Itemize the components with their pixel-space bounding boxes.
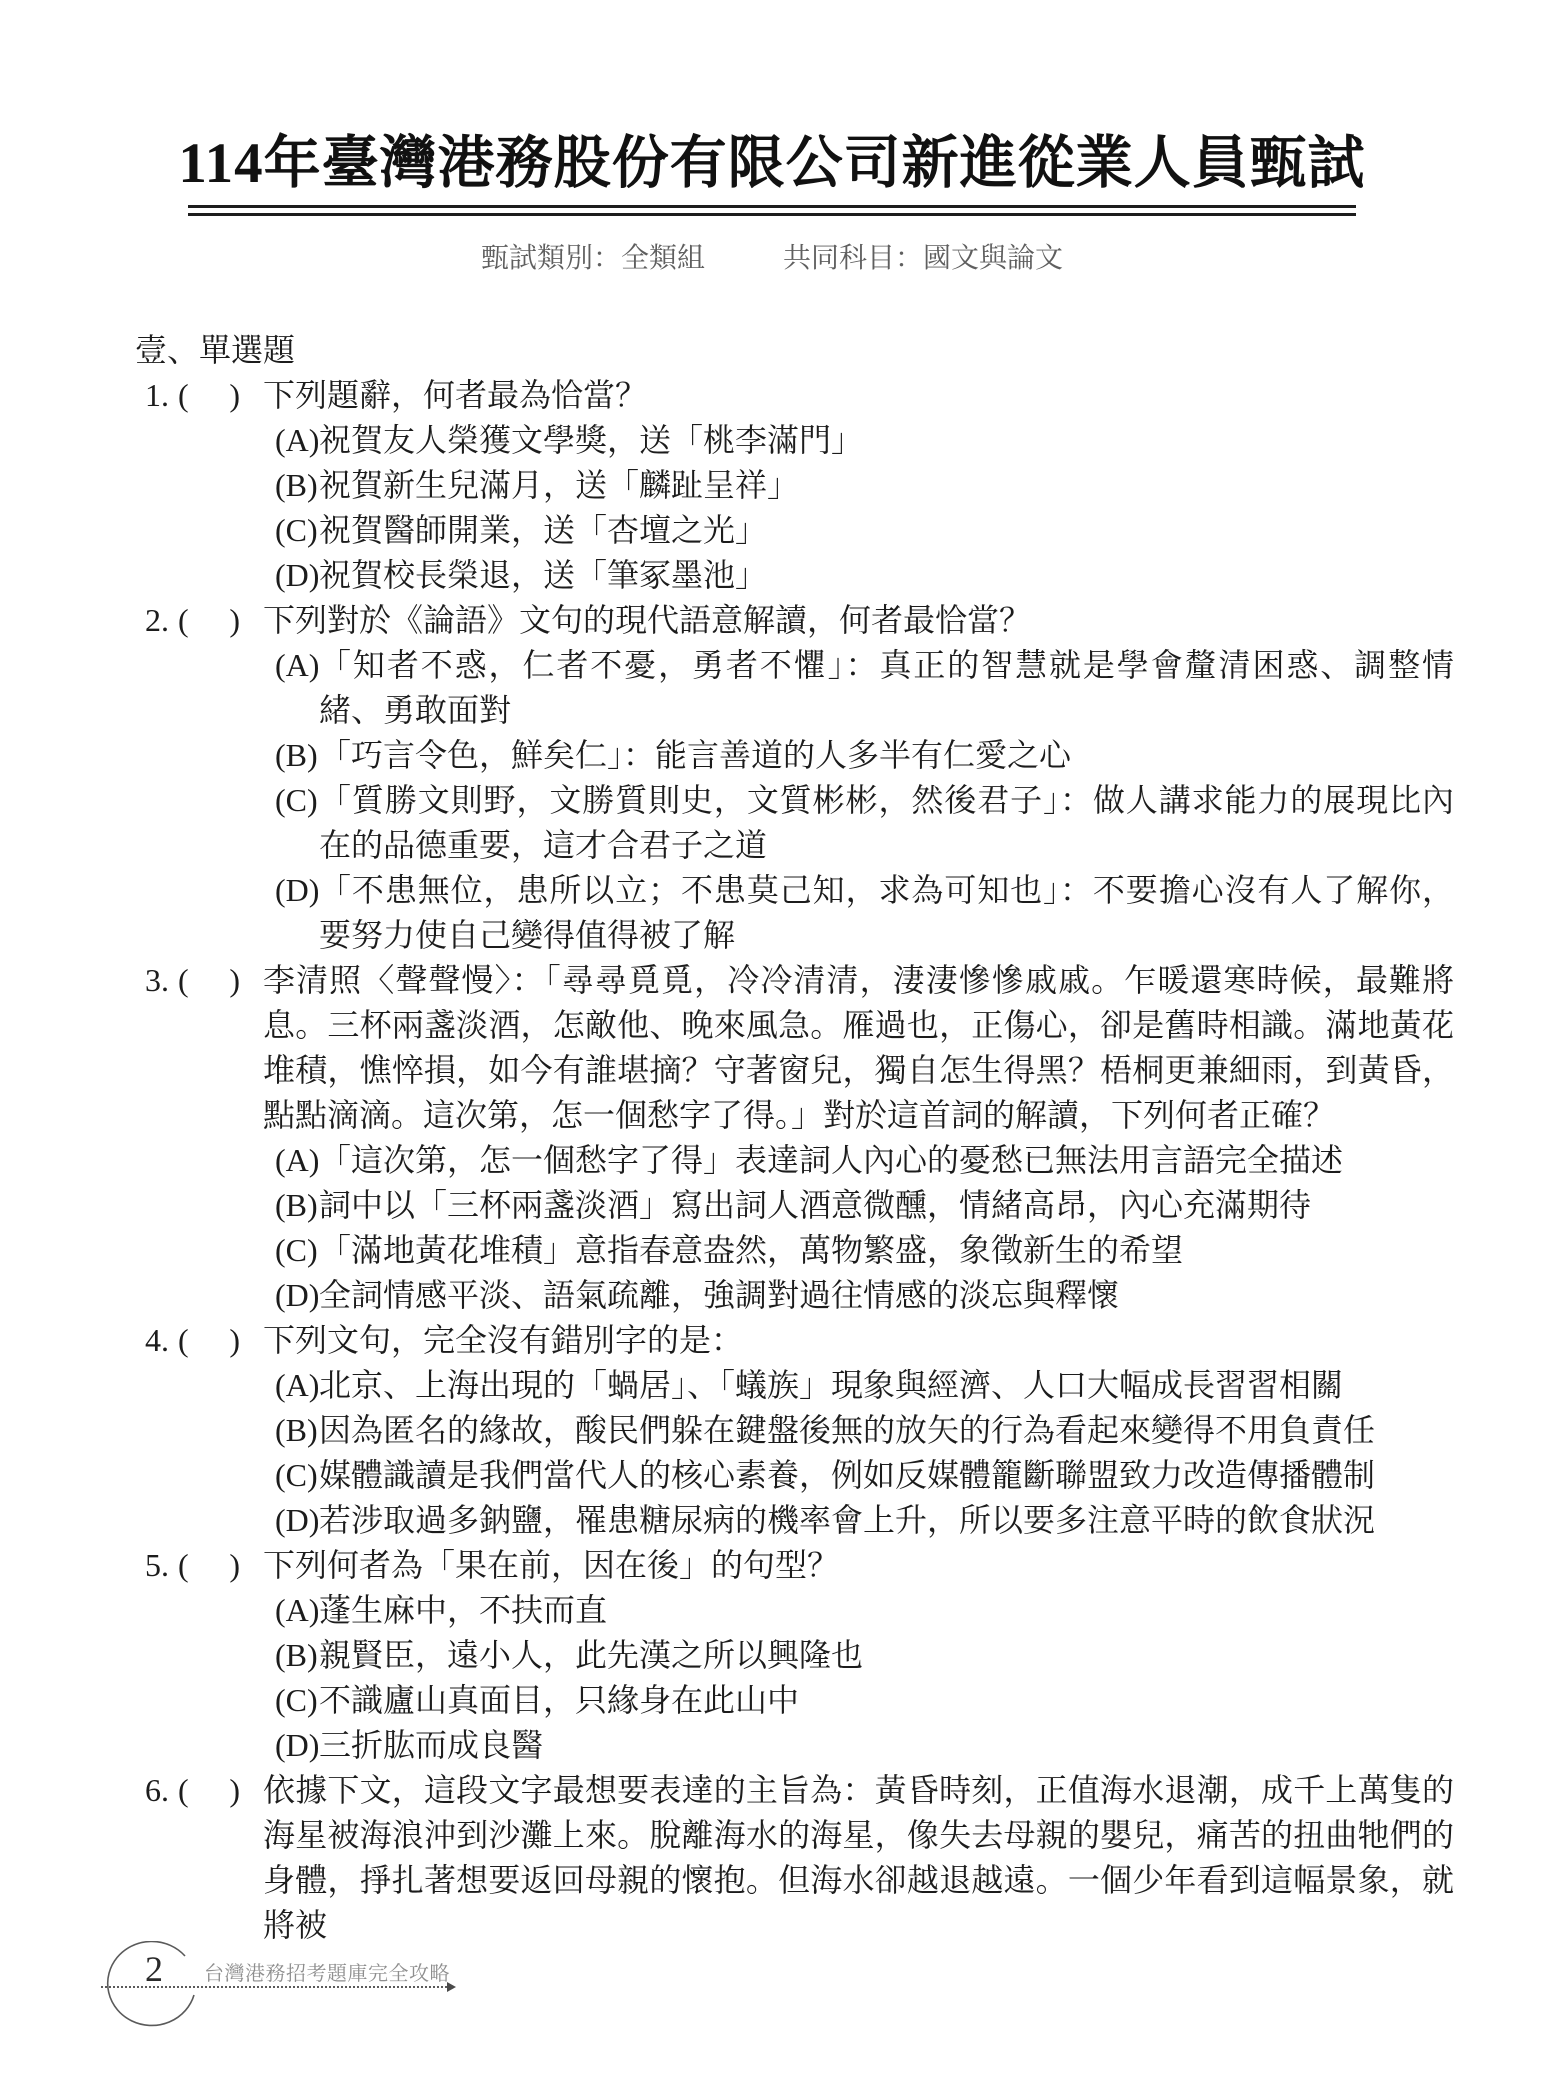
option-label: (D) (275, 556, 320, 593)
option-row (275, 553, 1454, 598)
answer-blank (178, 1543, 240, 1768)
question-number: 2. (145, 601, 169, 638)
question-stem: 下列何者為「果在前，因在後」的句型？ (263, 1546, 840, 1583)
option-label: (A) (275, 421, 320, 458)
answer-paren-open-icon: ( (178, 1546, 189, 1583)
question-item-6 (145, 1768, 1454, 1948)
option-row (275, 1633, 1454, 1678)
page-number: 2 (145, 1949, 163, 1989)
option-row (275, 1363, 1454, 1408)
question-stem: 下列文句，完全沒有錯別字的是： (263, 1321, 744, 1358)
question-item-3 (145, 958, 1454, 1318)
option-label: (C) (275, 781, 318, 818)
option-label: (D) (275, 871, 320, 908)
exam-subject-label: 共同科目：國文與論文 (783, 241, 1064, 273)
option-label: (D) (275, 1501, 320, 1538)
option-row (275, 868, 1454, 958)
option-row (275, 508, 1454, 553)
option-row (275, 643, 1454, 733)
option-row (275, 1498, 1454, 1543)
answer-blank (178, 598, 240, 958)
answer-paren-open-icon: ( (178, 376, 189, 413)
option-text: 蓬生麻中，不扶而直 (319, 1591, 608, 1628)
answer-paren-close-icon: ) (229, 1771, 240, 1808)
option-row (275, 1723, 1454, 1768)
question-item-1 (145, 373, 1454, 598)
option-row (275, 1228, 1454, 1273)
option-row (275, 1183, 1454, 1228)
option-label: (A) (275, 1366, 320, 1403)
option-text: 「這次第，怎一個愁字了得」表達詞人內心的憂愁已無法用言語完全描述 (319, 1141, 1344, 1178)
answer-blank (178, 373, 240, 598)
question-number: 4. (145, 1321, 169, 1358)
option-text: 祝賀校長榮退，送「筆冢墨池」 (319, 556, 768, 593)
option-text: 祝賀友人榮獲文學獎，送「桃李滿門」 (319, 421, 864, 458)
option-label: (B) (275, 466, 318, 503)
option-text: 北京、上海出現的「蝸居」、「蟻族」現象與經濟、人口大幅成長習習相關 (319, 1366, 1344, 1403)
question-stem: 依據下文，這段文字最想要表達的主旨為：黃昏時刻，正值海水退潮，成千上萬隻的海星被海浪沖到沙灘上來。脫離海水的海星，像失去母親的嬰兒，痛苦的扭曲牠們的身體，掙扎著想要返回母親的懷抱。但海水卻越退越遠。一個少年看到這幅景象，就將被 (263, 1771, 1454, 1943)
option-label: (B) (275, 736, 318, 773)
option-row (275, 1138, 1454, 1183)
option-text: 因為匿名的緣故，酸民們躲在鍵盤後無的放矢的行為看起來變得不用負責任 (319, 1411, 1376, 1448)
option-row (275, 778, 1454, 868)
exam-category-label: 甄試類別：全類組 (480, 241, 705, 273)
question-number: 5. (145, 1546, 169, 1583)
footer-book-title: 台灣港務招考題庫完全攻略 (204, 1963, 450, 1985)
option-text: 「不患無位，患所以立；不患莫己知，求為可知也」：不要擔心沒有人了解你，要努力使自己變得值得被了解 (319, 871, 1454, 953)
question-item-2 (145, 598, 1454, 958)
answer-paren-open-icon: ( (178, 961, 189, 998)
footer-dotted-rule (101, 1986, 447, 1988)
option-row (275, 1453, 1454, 1498)
option-row (275, 1408, 1454, 1453)
option-label: (C) (275, 1681, 318, 1718)
option-label: (A) (275, 646, 320, 683)
option-text: 「滿地黃花堆積」意指春意盎然，萬物繁盛，象徵新生的希望 (319, 1231, 1184, 1268)
question-number: 6. (145, 1771, 169, 1808)
answer-paren-close-icon: ) (229, 1321, 240, 1358)
answer-paren-close-icon: ) (229, 961, 240, 998)
question-item-5 (145, 1543, 1454, 1768)
option-label: (D) (275, 1726, 320, 1763)
option-label: (B) (275, 1636, 318, 1673)
answer-blank (178, 1768, 240, 1948)
option-text: 「質勝文則野，文勝質則史，文質彬彬，然後君子」：做人講求能力的展現比內在的品德重要，這才合君子之道 (319, 781, 1454, 863)
option-label: (C) (275, 1231, 318, 1268)
answer-paren-open-icon: ( (178, 601, 189, 638)
option-label: (A) (275, 1141, 320, 1178)
section-title: 壹、單選題 (135, 331, 296, 368)
question-list (0, 328, 1544, 1948)
exam-subtitle (0, 236, 1544, 276)
option-label: (C) (275, 511, 318, 548)
option-text: 祝賀醫師開業，送「杏壇之光」 (319, 511, 768, 548)
option-text: 祝賀新生兒滿月，送「麟趾呈祥」 (319, 466, 800, 503)
option-row (275, 1678, 1454, 1723)
option-text: 「知者不惑，仁者不憂，勇者不懼」：真正的智慧就是學會釐清困惑、調整情緒、勇敢面對 (319, 646, 1454, 728)
option-text: 全詞情感平淡、語氣疏離，強調對過往情感的淡忘與釋懷 (319, 1276, 1120, 1313)
answer-blank (178, 1318, 240, 1543)
option-label: (C) (275, 1456, 318, 1493)
question-number: 1. (145, 376, 169, 413)
option-row (275, 1588, 1454, 1633)
option-text: 不識廬山真面目，只緣身在此山中 (319, 1681, 800, 1718)
option-text: 三折肱而成良醫 (319, 1726, 544, 1763)
question-item-4 (145, 1318, 1454, 1543)
answer-paren-open-icon: ( (178, 1321, 189, 1358)
option-text: 若涉取過多鈉鹽，罹患糖尿病的機率會上升，所以要多注意平時的飲食狀況 (319, 1501, 1376, 1538)
option-label: (D) (275, 1276, 320, 1313)
question-stem: 下列題辭，何者最為恰當？ (263, 376, 648, 413)
question-number: 3. (145, 961, 169, 998)
option-label: (B) (275, 1411, 318, 1448)
question-stem: 下列對於《論語》文句的現代語意解讀，何者最恰當？ (263, 601, 1032, 638)
option-text: 親賢臣，遠小人，此先漢之所以興隆也 (319, 1636, 864, 1673)
answer-paren-close-icon: ) (229, 1546, 240, 1583)
option-text: 詞中以「三杯兩盞淡酒」寫出詞人酒意微醺，情緒高昂，內心充滿期待 (319, 1186, 1312, 1223)
answer-paren-open-icon: ( (178, 1771, 189, 1808)
option-row (275, 463, 1454, 508)
title-double-rule (188, 205, 1356, 216)
option-label: (B) (275, 1186, 318, 1223)
option-row (275, 1273, 1454, 1318)
option-text: 媒體識讀是我們當代人的核心素養，例如反媒體籠斷聯盟致力改造傳播體制 (319, 1456, 1376, 1493)
option-text: 「巧言令色，鮮矣仁」：能言善道的人多半有仁愛之心 (319, 736, 1072, 773)
option-label: (A) (275, 1591, 320, 1628)
option-row (275, 418, 1454, 463)
question-stem: 李清照〈聲聲慢〉：「尋尋覓覓，冷冷清清，淒淒慘慘戚戚。乍暖還寒時候，最難將息。三杯兩盞淡酒，怎敵他、晚來風急。雁過也，正傷心，卻是舊時相識。滿地黃花堆積，憔悴損，如今有誰堪摘？守著窗兒，獨自怎生得黑？梧桐更兼細雨，到黃昏，點點滴滴。這次第，怎一個愁字了得。」對於這首詞的解讀，下列何者正確？ (263, 961, 1454, 1133)
answer-blank (178, 958, 240, 1318)
page-title: 114年臺灣港務股份有限公司新進從業人員甄試 (178, 132, 1366, 195)
answer-paren-close-icon: ) (229, 601, 240, 638)
answer-paren-close-icon: ) (229, 376, 240, 413)
option-row (275, 733, 1454, 778)
